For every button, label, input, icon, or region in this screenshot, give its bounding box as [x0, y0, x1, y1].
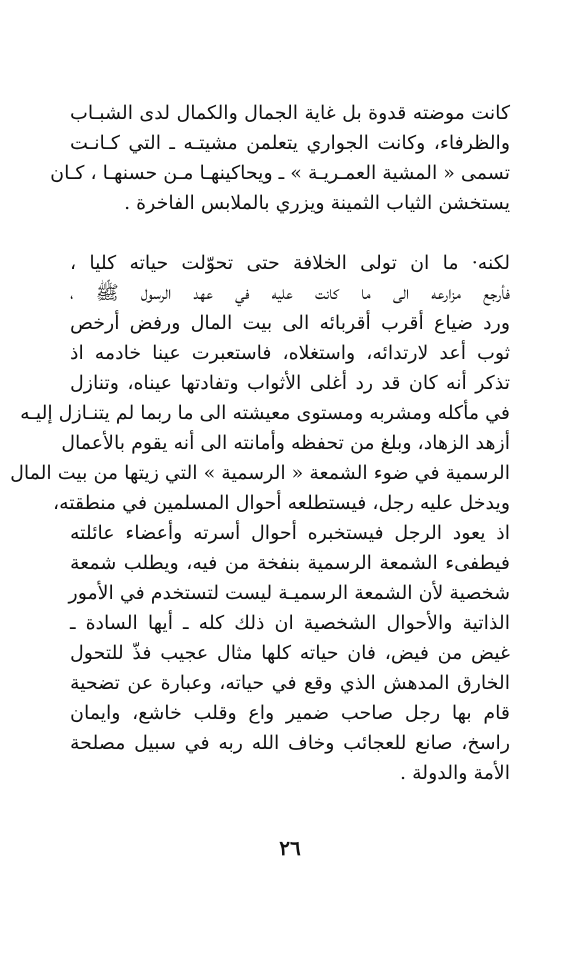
text-line: ثوب أعد لارتدائه، واستغلاه، فاستعبرت عينا خادمه اذ — [70, 342, 510, 364]
text-line: أزهد الزهاد، وبلغ من تحفظه وأمانته الى أنه يقوم بالأعمال — [61, 432, 510, 454]
text-line: في مأكله ومشربه ومستوى معيشته الى ما ربما لم يتنـازل إليـه — [20, 402, 510, 424]
text-line: غيض من فيض، فان حياته كلها مثال عجيب فذّ للتحول — [70, 642, 510, 664]
text-line: كانت موضته قدوة بل غاية الجمال والكمال لدى الشبـاب — [70, 102, 510, 124]
text-line: فيطفىء الشمعة الرسمية بنفخة من فيه، ويطلب شمعة — [70, 552, 510, 574]
text-line: الذاتية والأحوال الشخصية ان ذلك كله ـ أيها السادة ـ — [70, 612, 510, 634]
text-line: شخصية لأن الشمعة الرسميـة ليست لتستخدم في الأمور — [68, 582, 510, 604]
paragraph-1 — [50, 98, 510, 218]
paragraph-2 — [10, 248, 510, 788]
text-line: ويدخل عليه رجل، فيستطلعه أحوال المسلمين في منطقته، — [52, 492, 510, 514]
text-line: ورد ضياع أقرب أقربائه الى بيت المال ورفض أرخص — [70, 312, 510, 334]
text-line: لكنه· ما ان تولى الخلافة حتى تحوّلت حياته كليا ، — [70, 252, 510, 274]
text-line: تذكر أنه كان قد رد أغلى الأثواب وتفادتها عيناه، وتنازل — [70, 372, 510, 394]
text-line: اذ يعود الرجل فيستخبره أحوال أسرته وأعضاء عائلته — [70, 522, 510, 544]
text-line: والظرفاء، وكانت الجواري يتعلمن مشيتـه ـ التي كـانـت — [70, 132, 510, 154]
text-line: فأرجع مزارعه الى ما كانت عليه في عهد الرسول ﷺ ، — [70, 282, 510, 304]
text-line: الخارق المدهش الذي وقع في حياته، وعبارة عن تضحية — [70, 672, 510, 694]
text-line: يستخشن الثياب الثمينة ويزري بالملابس الفاخرة . — [124, 192, 510, 214]
text-line: قام بها رجل صاحب ضمير واع وقلب خاشع، وايمان — [70, 702, 510, 724]
text-line: الرسمية في ضوء الشمعة « الرسمية » التي زيتها من بيت المال — [10, 462, 510, 484]
page-number: ٢٦ — [279, 836, 301, 860]
text-line: تسمى « المشية العمـريـة » ـ ويحاكينهـا مـن حسنهـا ، كـان — [50, 162, 510, 184]
text-line: الأمة والدولة . — [400, 762, 510, 784]
text-line: راسخ، صانع للعجائب وخاف الله ربه في سبيل مصلحة — [70, 732, 510, 754]
